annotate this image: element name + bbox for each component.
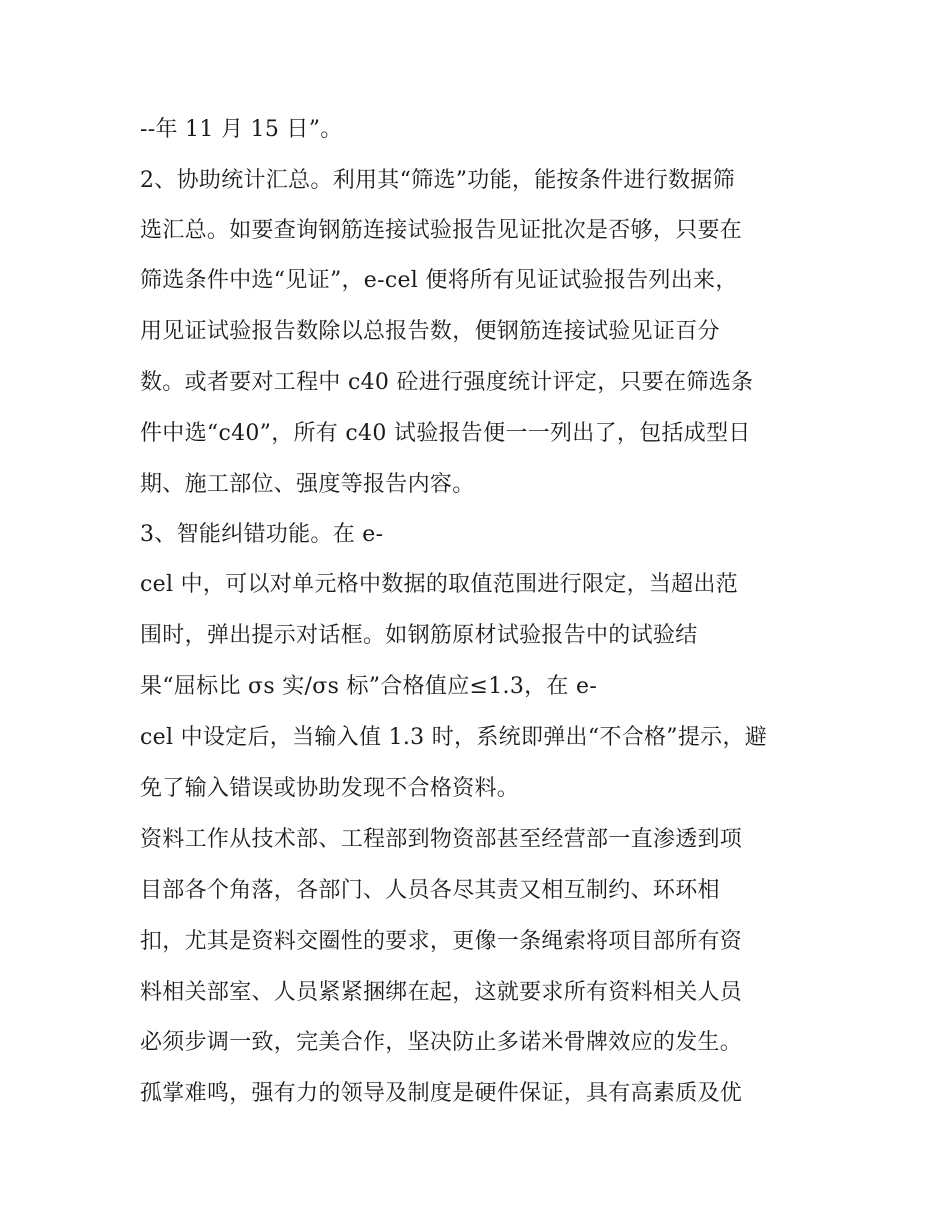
text-line: --年 11 月 15 日”。 — [140, 117, 343, 142]
text-line: 围时，弹出提示对话框。如钢筋原材试验报告中的试验结 — [140, 623, 698, 648]
text-line: cel 中，可以对单元格中数据的取值范围进行限定，当超出范 — [140, 572, 739, 597]
text-line: 2、协助统计汇总。利用其“筛选”功能，能按条件进行数据筛 — [140, 168, 735, 193]
text-line: 3、智能纠错功能。在 e- — [140, 522, 384, 547]
text-line: 必须步调一致，完美合作，坚决防止多诺米骨牌效应的发生。 — [140, 1030, 743, 1055]
text-line: 果“屈标比 σs 实/σs 标”合格值应≤1.3，在 e- — [140, 674, 598, 699]
text-line: 件中选“c40”，所有 c40 试验报告便一一列出了，包括成型日 — [140, 421, 751, 446]
text-line: 扣，尤其是资料交圈性的要求，更像一条绳索将项目部所有资 — [140, 929, 743, 954]
text-line: 免了输入错误或协助发现不合格资料。 — [140, 776, 520, 801]
text-line: 孤掌难鸣，强有力的领导及制度是硬件保证，具有高素质及优 — [140, 1081, 743, 1106]
text-line: 用见证试验报告数除以总报告数，便钢筋连接试验见证百分 — [140, 319, 720, 344]
text-line: 数。或者要对工程中 c40 砼进行强度统计评定，只要在筛选条 — [140, 370, 754, 395]
text-line: 期、施工部位、强度等报告内容。 — [140, 472, 475, 497]
text-line: 资料工作从技术部、工程部到物资部甚至经营部一直渗透到项 — [140, 827, 743, 852]
text-line: 目部各个角落，各部门、人员各尽其责又相互制约、环环相 — [140, 878, 720, 903]
text-line: 筛选条件中选“见证”，e-cel 便将所有见证试验报告列出来， — [140, 268, 738, 293]
text-line: 料相关部室、人员紧紧捆绑在起，这就要求所有资料相关人员 — [140, 980, 743, 1005]
text-line: cel 中设定后，当输入值 1.3 时，系统即弹出“不合格”提示，避 — [140, 725, 768, 750]
text-line: 选汇总。如要查询钢筋连接试验报告见证批次是否够，只要在 — [140, 218, 743, 243]
